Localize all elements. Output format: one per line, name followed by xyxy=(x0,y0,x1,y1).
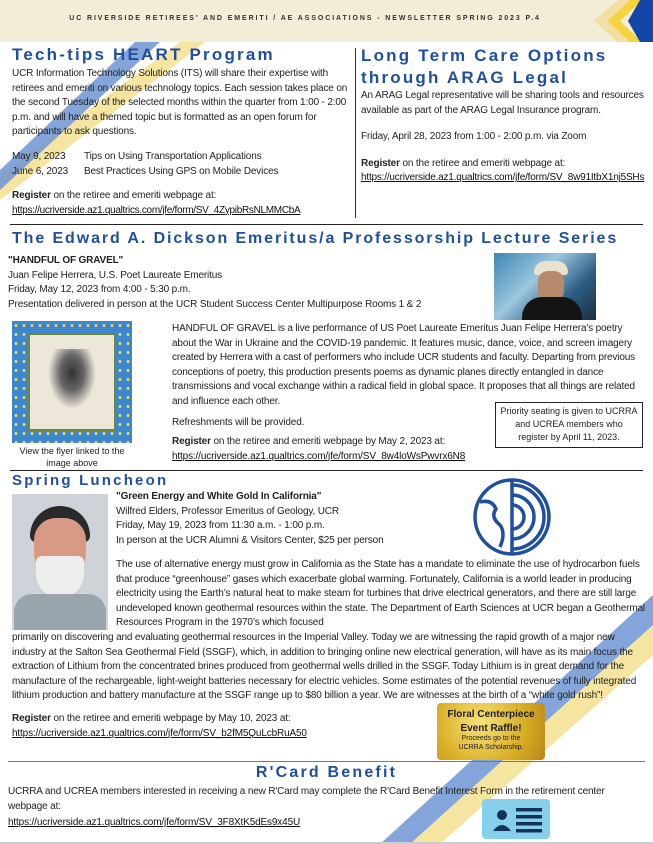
ltc-when: Friday, April 28, 2023 from 1:00 - 2:00 p.m. via Zoom xyxy=(361,131,587,143)
dickson-body: HANDFUL OF GRAVEL is a live performance of US Poet Laureate Emeritus Juan Felipe Herrera's poetry about the War in Ukraine and the COVID-19 pandemic. It features music, dance, voice, and screen imagery created by Herrera with a cast of performers who include UCR students and faculty. Departing from previous conceptions of poetry, this production presents poems as dynamic planes directly entangled in dance transmissions and vocal exchange within a radical field in global space. It proposes that all things are related and influence each other. xyxy=(172,323,636,407)
chevron-logo-icon xyxy=(590,0,653,42)
priority-seating-note: Priority seating is given to UCRRA and UCREA members who register by April 11, 2023. xyxy=(495,402,643,448)
rcard-form-link[interactable]: https://ucriverside.az1.qualtrics.com/jfe/form/SV_3F8XtK5dEs9x45U xyxy=(8,817,301,829)
section-divider xyxy=(10,224,643,225)
luncheon-body-wrap: The use of alternative energy must grow in California as the State has a mandate to eliminate the use of hydrocarbon fuels that produce “greenhouse” gases which exacerbate global warming. Fortunately, California is a world leader in producing electricity using the Earth’s natural heat to make steam for turbines that drive electrical generators, and there are still large undeveloped known geothermal resources within the state. The Department of Earth Sciences at UCR began a Geothermal Resources Program in the 1970’s which focused xyxy=(116,559,645,629)
luncheon-info: "Green Energy and White Gold In California" Wilfred Elders, Professor Emeritus of Geology, UCR Friday, May 19, 2023 from 11:30 a.m. - 1:00 p.m. In person at the UCR Alumni & Visitors Center, $25 per person xyxy=(116,491,384,546)
ltc-body: An ARAG Legal representative will be sharing tools and resources available as part of the ARAG Legal Insurance program. xyxy=(361,90,644,116)
section-divider xyxy=(10,470,643,471)
rcard-body: UCRRA and UCREA members interested in receiving a new R'Card may complete the R'Card Benefit Interest Form in the retirement center webpage at: xyxy=(8,786,605,812)
luncheon-register-link[interactable]: https://ucriverside.az1.qualtrics.com/jfe/form/SV_b2fM5QuLcbRuA50 xyxy=(12,727,307,739)
dickson-info: "HANDFUL OF GRAVEL" Juan Felipe Herrera, U.S. Poet Laureate Emeritus Friday, May 12, 2023 from 4:00 - 5:30 p.m. Presentation delivered in person at the UCR Student Success Center Multipurpose Rooms 1 & 2 xyxy=(8,255,422,310)
luncheon-title: Spring Luncheon xyxy=(12,472,169,489)
ltc-section: An ARAG Legal representative will be sharing tools and resources available as part of the ARAG Legal Insurance program. Friday, April 28, 2023 from 1:00 - 2:00 p.m. via Zoom Register on the retiree and emeriti webpage at: https://ucriverside.az1.qualtrics.com/jfe/form/SV_8w91ItbX1nj5SHs xyxy=(361,89,646,186)
id-card-icon xyxy=(482,799,550,839)
flyer-caption: View the flyer linked to the image above xyxy=(19,446,125,468)
elders-photo xyxy=(12,494,108,630)
techtips-section: UCR Information Technology Solutions (ITS) will share their expertise with retirees and emeriti on various technology topics. Each session takes place on the second Tuesday of the selected months within the quarter from 1:00 - 2:00 p.m. and will have a themed topic but is formatted as an open forum for participants to ask questions. May 9, 2023 Tips on Using Transportation Applications June 6, 2023 Best Practices Using GPS on Mobile Devices Register on the retiree and emeriti webpage at: https://ucriverside.az1.qualtrics.com/jfe/form/SV_4ZypibRsNLMMCbA xyxy=(12,67,350,218)
luncheon-body-full: primarily on discovering and evaluating geothermal resources in the Imperial Valley. Today we are witnessing the rapid growth of a major new industry at the Salton Sea Geothermal Field (SSGF), which, in addition to bringing online new electrical generation, will have as its main focus the extraction of Lithium from the concentrated brines produced from geothermal wells drilled in the SSGF. Today Lithium is in great demand for the manufacture of the rechargeable, light-weight batteries necessary for electric vehicles. Some estimates of the potential revenues of fully integrated lithium production and battery manufacture at the SSGF range up to $80 billion a year. We are witnesses at the birth of a “white gold rush”! Register on the retiree and emeriti webpage by May 10, 2023 at: https://ucriverside.az1.qualtrics.com/jfe/form/SV_b2fM5QuLcbRuA50 xyxy=(12,632,637,739)
dickson-register-link[interactable]: https://ucriverside.az1.qualtrics.com/jfe/form/SV_8w4loWsPwvrx6N8 xyxy=(172,450,466,462)
header-text: UC RIVERSIDE RETIREES' AND EMERITI / AE ASSOCIATIONS - NEWSLETTER SPRING 2023 P.4 xyxy=(69,15,541,22)
herrera-photo xyxy=(494,253,596,320)
rcard-title: R'Card Benefit xyxy=(255,764,398,781)
ltc-register-link[interactable]: https://ucriverside.az1.qualtrics.com/jfe/form/SV_8w91ItbX1nj5SHs xyxy=(361,172,645,184)
raffle-badge: Floral Centerpiece Event Raffle! Proceeds go to the UCRRA Scholarship. xyxy=(437,703,545,760)
techtips-title: Tech-tips HEART Program xyxy=(12,45,275,64)
techtips-body: UCR Information Technology Solutions (ITS) will share their expertise with retirees and emeriti on various technology topics. Each session takes place on the second Tuesday of the selected months within the quarter from 1:00 - 2:00 p.m. and will have a themed topic but is formatted as an open forum for participants to ask questions. xyxy=(12,68,348,138)
session-row: May 9, 2023 Tips on Using Transportation Applications xyxy=(12,150,262,162)
column-divider xyxy=(355,48,356,218)
techtips-register-link[interactable]: https://ucriverside.az1.qualtrics.com/jfe/form/SV_4ZypibRsNLMMCbA xyxy=(12,204,301,216)
session-row: June 6, 2023 Best Practices Using GPS on Mobile Devices xyxy=(12,165,279,177)
geothermal-globe-icon xyxy=(472,477,552,557)
dickson-title: The Edward A. Dickson Emeritus/a Professorship Lecture Series xyxy=(12,230,619,247)
flyer-image[interactable] xyxy=(12,321,132,443)
section-divider xyxy=(8,761,645,762)
dickson-body-section: HANDFUL OF GRAVEL is a live performance of US Poet Laureate Emeritus Juan Felipe Herrera's poetry about the War in Ukraine and the COVID-19 pandemic. It features music, dance, voice, and screen imagery created by Herrera with a cast of performers who include UCR students and faculty. Departing from previous conceptions of poetry, this production presents poems as dynamic planes directly entangled in dance transmissions and vocal exchange within a radical field in global space. It proposes that all things are related and influence each other. Refreshments will be provided. Register on the retiree and emeriti webpage by May 2, 2023 at: https://ucriverside.az1.qualtrics.com/jfe/form/SV_8w4loWsPwvrx6N8 xyxy=(172,322,647,464)
ltc-title: Long Term Care Options through ARAG Legal xyxy=(361,46,608,87)
